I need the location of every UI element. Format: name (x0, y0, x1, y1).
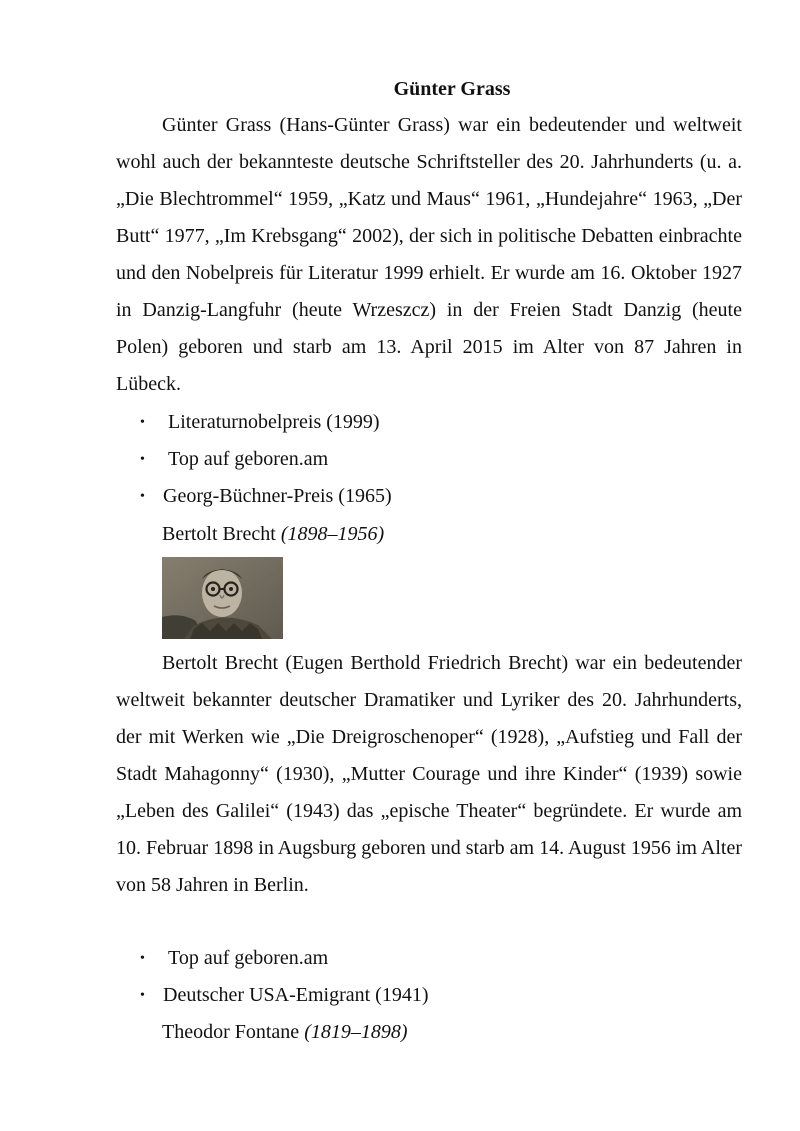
list-item-text: Literaturnobelpreis (1999) (168, 411, 380, 433)
bullet-icon: • (140, 988, 145, 1003)
brecht-portrait-image (162, 557, 283, 639)
list-item-text: Top auf geboren.am (168, 947, 329, 969)
list-item-text: Georg-Büchner-Preis (1965) (163, 485, 392, 507)
brecht-heading (162, 516, 384, 553)
list-item (116, 404, 742, 441)
brecht-bullet-list (116, 940, 742, 1014)
person-years: (1819–1898) (304, 1021, 408, 1043)
list-item-text: Deutscher USA-Emigrant (1941) (163, 984, 429, 1006)
person-name: Bertolt Brecht (162, 523, 276, 545)
bullet-icon: • (140, 452, 145, 467)
grass-bullet-list (116, 404, 742, 515)
fontane-heading (162, 1014, 408, 1051)
person-name: Theodor Fontane (162, 1021, 300, 1043)
person-years: (1898–1956) (280, 523, 385, 545)
list-item-text: Top auf geboren.am (168, 448, 329, 470)
brecht-biography-paragraph: Bertolt Brecht (Eugen Berthold Friedrich Brecht) war ein bedeutender weltweit bekannter deutscher Dramatiker und Lyriker des 20. Jahrhunderts, der mit Werken wie „Die Dreigroschenoper“ (1928), „Aufstieg und Fall der Stadt Mahagonny“ (1930), „Mutter Courage und ihre Kinder“ (1939) sowie „Leben des Galilei“ (1943) das „epische Theater“ begründete. Er wurde am 10. Februar 1898 in Augsburg geboren und starb am 14. August 1956 im Alter von 58 Jahren in Berlin. (116, 652, 742, 896)
bullet-icon: • (140, 951, 145, 966)
bullet-icon: • (140, 415, 145, 430)
bullet-icon: • (140, 489, 145, 504)
grass-biography-paragraph: Günter Grass (Hans-Günter Grass) war ein bedeutender und weltweit wohl auch der bekannteste deutsche Schriftsteller des 20. Jahrhunderts (u. a. „Die Blechtrommel“ 1959, „Katz und Maus“ 1961, „Hundejahre“ 1963, „Der Butt“ 1977, „Im Krebsgang“ 2002), der sich in politische Debatten einbrachte und den Nobelpreis für Literatur 1999 erhielt. Er wurde am 16. Oktober 1927 in Danzig-Langfuhr (heute Wrzeszcz) in der Freien Stadt Danzig (heute Polen) geboren und starb am 13. April 2015 im Alter von 87 Jahren in Lübeck. (116, 114, 742, 395)
list-item (116, 977, 742, 1014)
page-title: Günter Grass (393, 78, 511, 100)
list-item (116, 441, 742, 478)
list-item (116, 940, 742, 977)
list-item (116, 478, 742, 515)
